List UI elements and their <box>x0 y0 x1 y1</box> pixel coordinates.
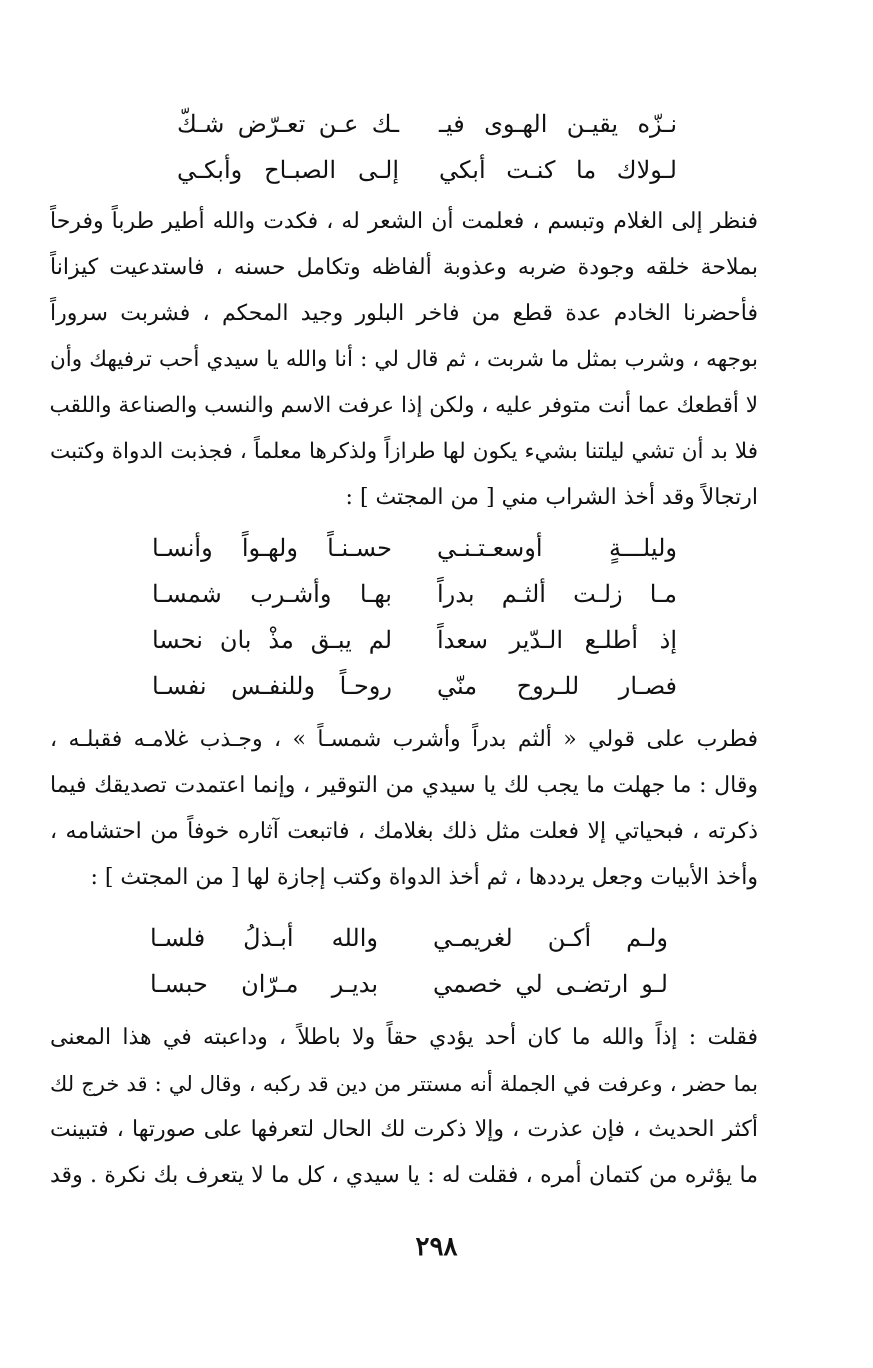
verse-second-hemistich: حسـنـاً ولهـواً وأنسـا <box>152 534 392 562</box>
verse-line <box>177 101 677 147</box>
text-line: ذكرته ، فبحياتي إلا فعلت مثل ذلك بغلامك ، فاتبعت آثاره خوفاً من احتشامه ، <box>50 819 758 844</box>
verse-line <box>137 571 677 617</box>
paragraph-2 <box>50 717 758 901</box>
text-line: ما يؤثره من كتمان أمره ، فقلت له : يا سيدي ، كل ما لا يتعرف بك نكرة . وقد <box>50 1163 758 1188</box>
text-line: فطرب على قولي « ألثم بدراً وأشرب شمسـاً » ، وجـذب غلامـه فقبلـه ، <box>50 727 758 752</box>
text-line: فلا بد أن تشي ليلتنا بشيء يكون لها طرازاً ولذكرها معلماً ، فجذبت الدواة وكتبت <box>50 439 758 464</box>
verse-second-hemistich: ـك عـن تعـرّض شـكّ <box>177 110 399 138</box>
verse-first-hemistich: إذ أطلـع الـدّير سعداً <box>437 626 677 654</box>
poem-block-2 <box>137 525 677 709</box>
verse-first-hemistich: فصـار للـروح منّي <box>437 672 677 700</box>
text-line: أكثر الحديث ، فإن عذرت ، وإلا ذكرت لك الحال لتعرفها على صورتها ، فتبينت <box>50 1117 758 1142</box>
verse-first-hemistich: مـا زلـت ألثـم بدراً <box>437 580 677 608</box>
text-line: ارتجالاً وقد أخذ الشراب مني [ من المجتث ] : <box>345 485 758 510</box>
verse-first-hemistich: وليلـــةٍ أوسعـتـنـي <box>437 534 677 562</box>
verse-second-hemistich: بديـر مـرّان حبسـا <box>150 970 378 998</box>
poem-block-3 <box>128 915 668 1007</box>
verse-first-hemistich: نـزّه يقيـن الهـوى فيـ <box>439 110 677 138</box>
verse-line <box>177 147 677 193</box>
verse-line <box>128 961 668 1007</box>
verse-second-hemistich: إلـى الصبـاح وأبكـي <box>177 156 399 184</box>
text-line: بما حضر ، وعرفت في الجملة أنه مستتر من دين قد ركبه ، وقال لي : قد خرج لك <box>50 1072 758 1096</box>
verse-line <box>128 915 668 961</box>
verse-second-hemistich: لم يبـق مذْ بان نحسا <box>152 626 392 654</box>
text-line: فقلت : إذاً والله ما كان أحد يؤدي حقاً ولا باطلاً ، وداعبته في هذا المعنى <box>50 1025 758 1050</box>
page-number: ٢٩٨ <box>415 1232 458 1262</box>
verse-second-hemistich: والله أبـذلُ فلسـا <box>150 924 378 952</box>
verse-first-hemistich: لـولاك ما كنـت أبكي <box>439 156 677 184</box>
text-line: فأحضرنا الخادم عدة قطع من فاخر البلور وجيد المحكم ، فشربت سروراً <box>50 301 758 326</box>
text-line: بوجهه ، وشرب بمثل ما شربت ، ثم قال لي : أنا والله يا سيدي أحب ترفيهك وأن <box>50 347 758 372</box>
paragraph-3 <box>50 1015 758 1199</box>
verse-line <box>137 617 677 663</box>
text-line: لا أقطعك عما أنت متوفر عليه ، ولكن إذا عرفت الاسم والنسب والصناعة واللقب <box>50 393 758 418</box>
poem-block-1 <box>177 101 677 193</box>
verse-line <box>137 525 677 571</box>
verse-line <box>137 663 677 709</box>
text-line: وأخذ الأبيات وجعل يرددها ، ثم أخذ الدواة وكتب إجازة لها [ من المجتث ] : <box>90 865 758 890</box>
verse-first-hemistich: لـو ارتضـى لي خصمي <box>433 970 668 998</box>
paragraph-1 <box>50 199 758 521</box>
verse-second-hemistich: روحـاً وللنفـس نفسـا <box>152 672 392 700</box>
verse-second-hemistich: بهـا وأشـرب شمسـا <box>152 580 392 608</box>
verse-first-hemistich: ولـم أكـن لغريمـي <box>433 924 668 952</box>
text-line: وقال : ما جهلت ما يجب لك يا سيدي من التوقير ، وإنما اعتمدت تصديقك فيما <box>50 773 758 798</box>
text-line: بملاحة خلقه وجودة ضربه وعذوبة ألفاظه وتكامل حسنه ، فاستدعيت كيزاناً <box>50 255 758 280</box>
text-line: فنظر إلى الغلام وتبسم ، فعلمت أن الشعر له ، فكدت والله أطير طرباً وفرحاً <box>50 209 758 234</box>
